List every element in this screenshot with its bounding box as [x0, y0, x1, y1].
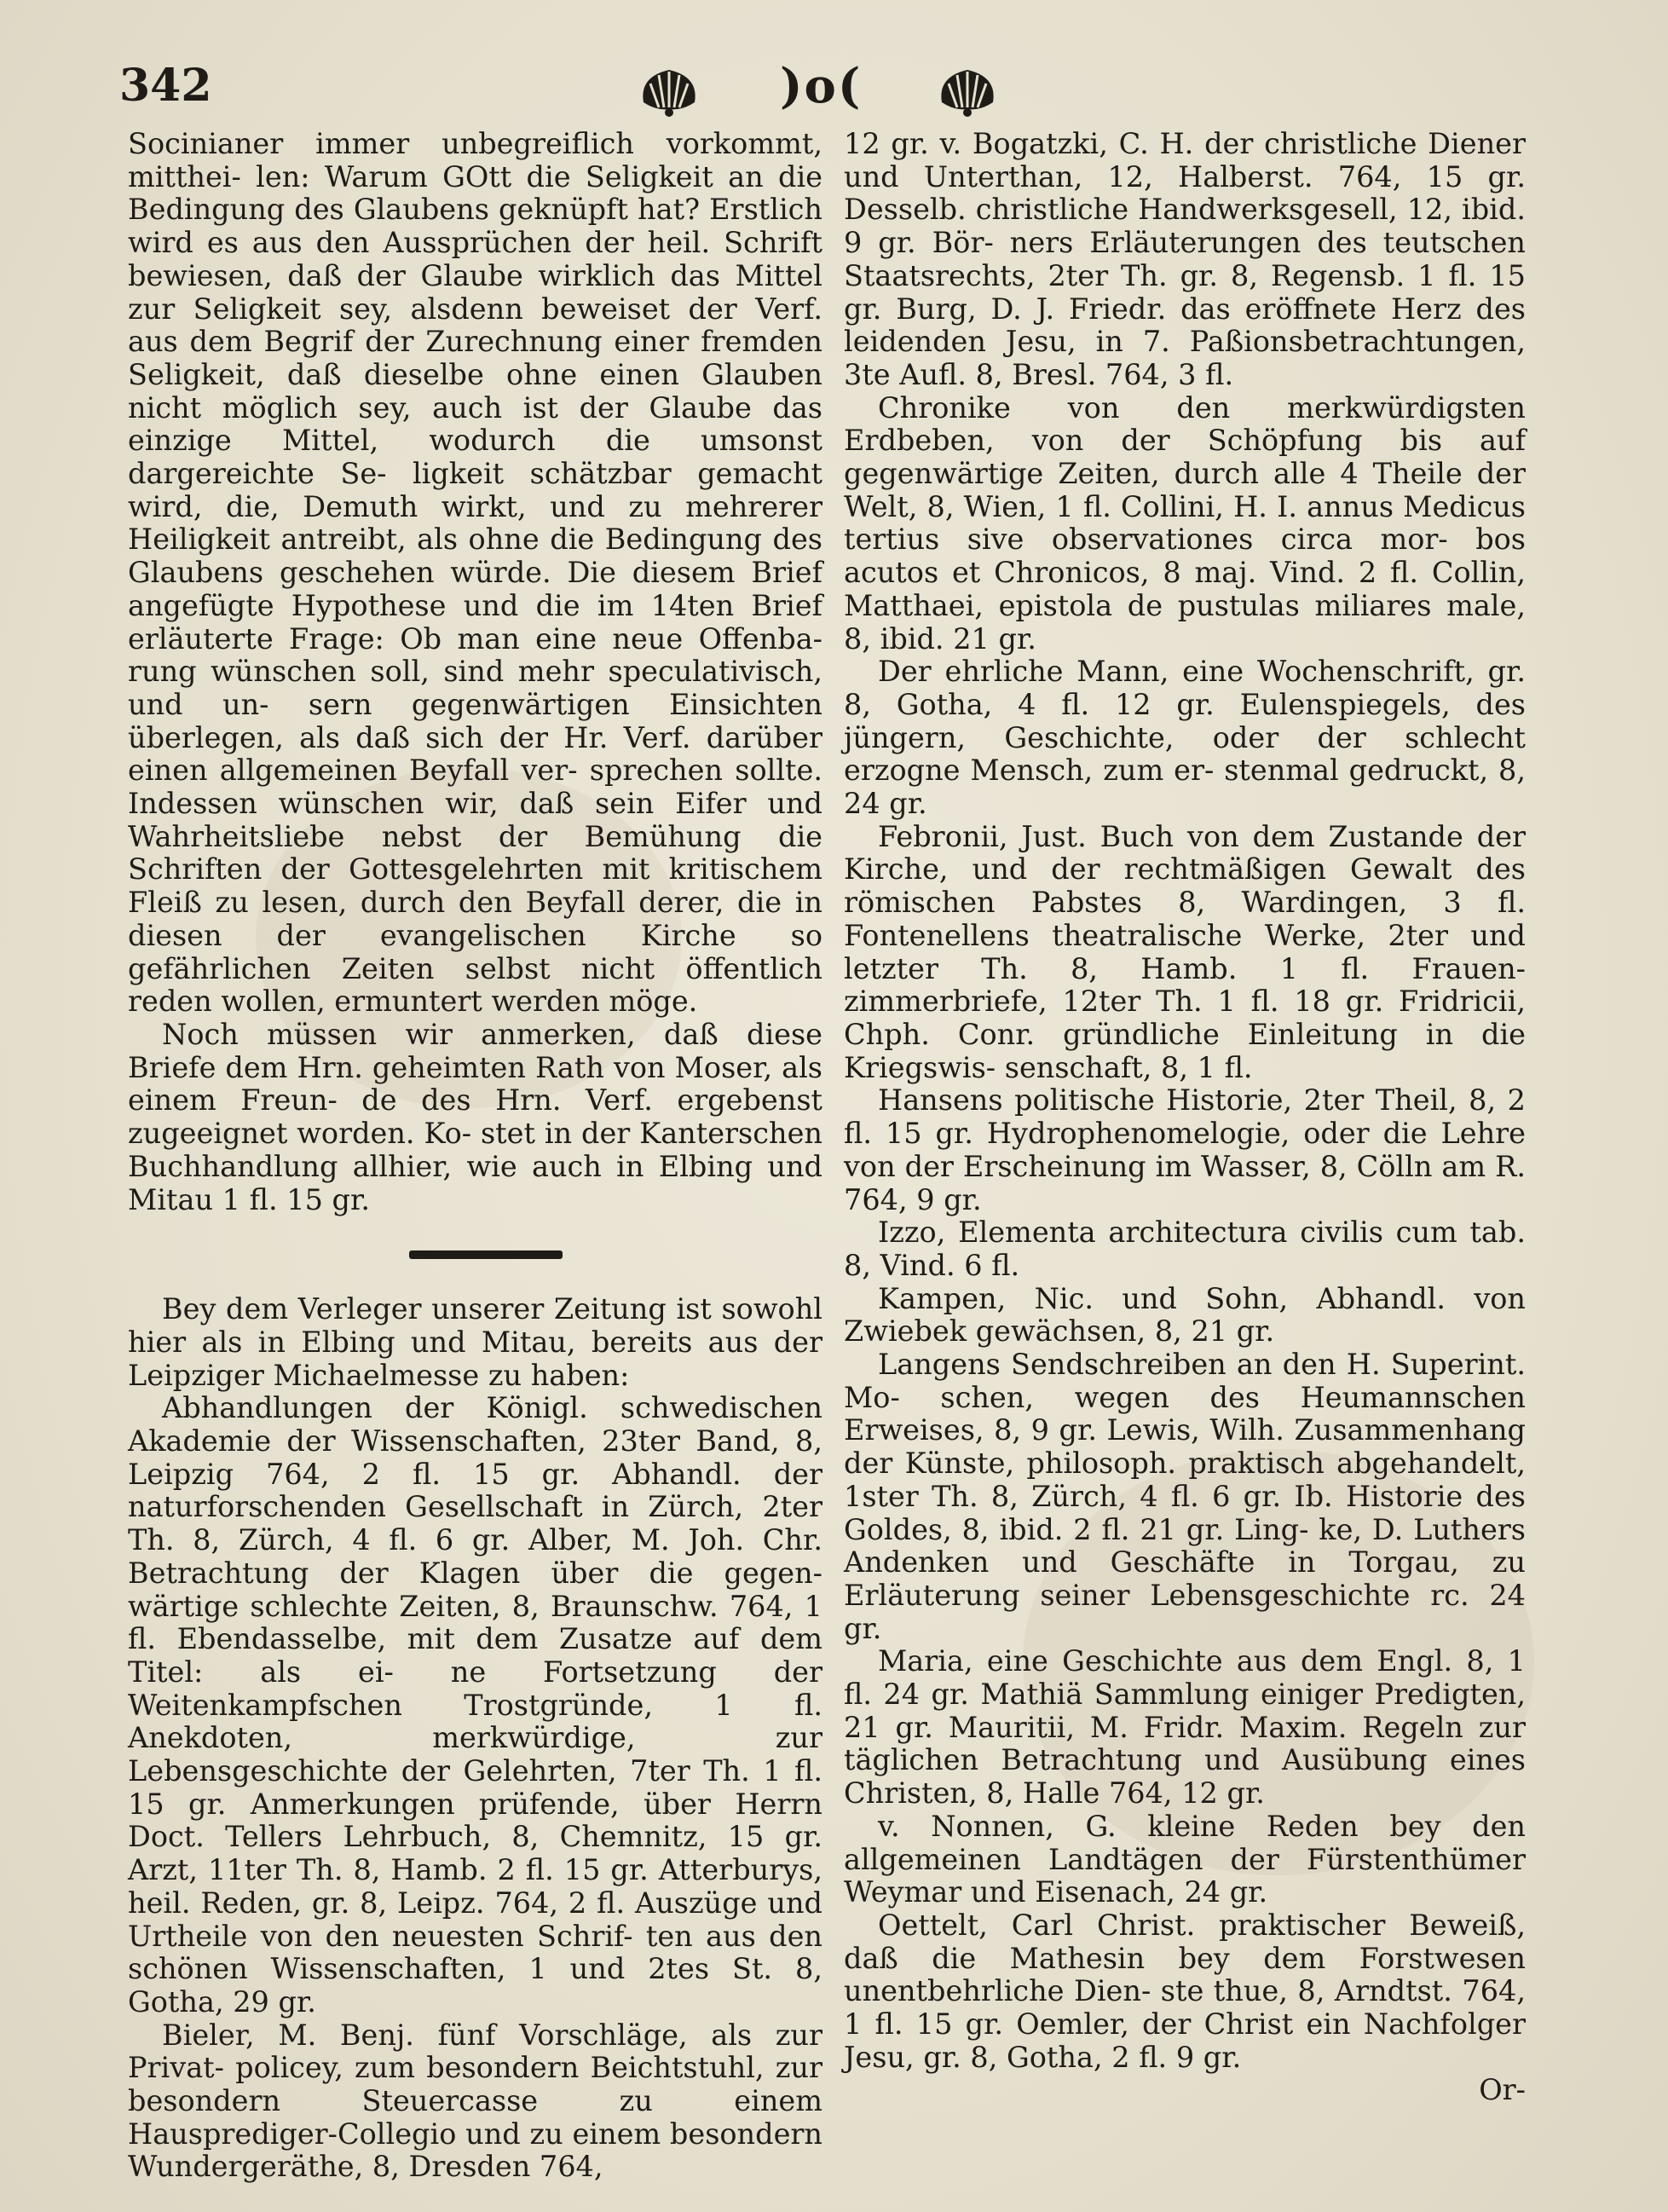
- right-column: [844, 128, 1526, 2136]
- section-divider: [409, 1250, 563, 1259]
- book-entry: Febronii, Just. Buch von dem Zustande der Kirche, und der rechtmäßigen Gewalt des römischen Pabstes 8, Wardingen, 3 fl. Fontenellens theatralische Werke, 2ter und letzter Th. 8, Hamb. 1 fl. Frauen- zimmerbriefe, 12ter Th. 1 fl. 18 gr. Fridricii, Chph. Conr. gründliche Einleitung in die Kriegswis- senschaft, 8, 1 fl.: [844, 819, 1526, 1084]
- book-entry: Chronike von den merkwürdigsten Erdbeben, von der Schöpfung bis auf gegenwärtige Zeiten, durch alle 4 Theile der Welt, 8, Wien, 1 fl. Collini, H. I. annus Medicus tertius sive observationes circa mor- bos acutos et Chronicos, 8 maj. Vind. 2 fl. Collin, Matthaei, epistola de pustulas miliares male, 8, ibid. 21 gr.: [844, 390, 1526, 656]
- book-entry: 12 gr. v. Bogatzki, C. H. der christliche Diener und Unterthan, 12, Halberst. 764, 15 gr. Desselb. christliche Handwerksgesell, 12, ibid. 9 gr. Bör- ners Erläuterungen des teutschen Staatsrechts, 2ter Th. gr. 8, Regensb. 1 fl. 15 gr. Burg, D. J. Friedr. das eröffnete Herz des leidenden Jesu, in 7. Paßionsbetrachtungen, 3te Aufl. 8, Bresl. 764, 3 fl.: [844, 127, 1526, 391]
- book-entry: Maria, eine Geschichte aus dem Engl. 8, 1 fl. 24 gr. Mathiä Sammlung einiger Predigten, 21 gr. Mauritii, M. Fridr. Maxim. Regeln zur täglichen Betrachtung und Ausübung eines Christen, 8, Halle 764, 12 gr.: [844, 1644, 1526, 1811]
- book-entry: Hansens politische Historie, 2ter Theil, 8, 2 fl. 15 gr. Hydrophenomelogie, oder die Lehre von der Erscheinung im Wasser, 8, Cölln am R. 764, 9 gr.: [844, 1083, 1526, 1216]
- publisher-notice: Bey dem Verleger unserer Zeitung ist sowohl hier als in Elbing und Mitau, bereits aus der Leipziger Michaelmesse zu haben:: [128, 1292, 822, 1392]
- book-entry: Abhandlungen der Königl. schwedischen Akademie der Wissenschaften, 23ter Band, 8, Leipzig 764, 2 fl. 15 gr. Abhandl. der naturforschenden Gesellschaft in Zürch, 2ter Th. 8, Zürch, 4 fl. 6 gr. Alber, M. Joh. Chr. Betrachtung der Klagen über die gegen- wärtige schlechte Zeiten, 8, Braunschw. 764, 1 fl. Ebendasselbe, mit dem Zusatze auf dem Titel: als ei- ne Fortsetzung der Weitenkampfschen Trostgründe, 1 fl. Anekdoten, merkwürdige, zur Lebensgeschichte der Gelehrten, 7ter Th. 1 fl. 15 gr. Anmerkungen prüfende, über Herrn Doct. Tellers Lehrbuch, 8, Chemnitz, 15 gr. Arzt, 11ter Th. 8, Hamb. 2 fl. 15 gr. Atterburys, heil. Reden, gr. 8, Leipz. 764, 2 fl. Auszüge und Urtheile von den neuesten Schrif- ten aus den schönen Wissenschaften, 1 und 2tes St. 8, Gotha, 29 gr.: [128, 1391, 822, 2019]
- book-entry: v. Nonnen, G. kleine Reden bey den allgemeinen Landtägen der Fürstenthümer Weymar und Eisenach, 24 gr.: [844, 1809, 1526, 1909]
- book-entry: Bieler, M. Benj. fünf Vorschläge, als zur Privat- policey, zum besondern Beichtstuhl, zur besondern Steuercasse zu einem Hausprediger-Collegio und zu einem besondern Wundergeräthe, 8, Dresden 764,: [128, 2018, 822, 2184]
- book-entry: Der ehrliche Mann, eine Wochenschrift, gr. 8, Gotha, 4 fl. 12 gr. Eulenspiegels, des jüngern, Geschichte, oder der schlecht erzogne Mensch, zum er- stenmal gedruckt, 8, 24 gr.: [844, 655, 1526, 821]
- catchword: Or-: [1479, 2073, 1526, 2107]
- page-number: 342: [119, 60, 212, 112]
- shell-ornament-icon: [933, 60, 1001, 119]
- book-entry: Izzo, Elementa architectura civilis cum tab. 8, Vind. 6 fl.: [844, 1216, 1526, 1282]
- review-paragraph: Socinianer immer unbegreiflich vorkommt, mitthei- len: Warum GOtt die Seligkeit an die Bedingung des Glaubens geknüpft hat? Erstlich wird es aus den Aussprüchen der heil. Schrift bewiesen, daß der Glaube wirklich das Mittel zur Seligkeit sey, alsdenn beweiset der Verf. aus dem Begrif der Zurechnung einer fremden Seligkeit, daß dieselbe ohne einen Glauben nicht möglich sey, auch ist der Glaube das einzige Mittel, wodurch die umsonst dargereichte Se- ligkeit schätzbar gemacht wird, die, Demuth wirkt, und zu mehrerer Heiligkeit antreibt, als ohne die Bedingung des Glaubens geschehen würde. Die diesem Brief angefügte Hypothese und die im 14ten Brief erläuterte Frage: Ob man eine neue Offenba- rung wünschen soll, sind mehr speculativisch, und un- sern gegenwärtigen Einsichten überlegen, als daß sich der Hr. Verf. darüber einen allgemeinen Beyfall ver- sprechen sollte. Indessen wünschen wir, daß sein Eifer und Wahrheitsliebe nebst der Bemühung die Schriften der Gottesgelehrten mit kritischem Fleiß zu lesen, durch den Beyfall derer, die in diesen der evangelischen Kirche so gefährlichen Zeiten selbst nicht öffentlich reden wollen, ermuntert werden möge.: [128, 127, 822, 1019]
- review-paragraph: Noch müssen wir anmerken, daß diese Briefe dem Hrn. geheimten Rath von Moser, als einem Freun- de des Hrn. Verf. ergebenst zugeeignet worden. Ko- stet in der Kanterschen Buchhandlung allhier, wie auch in Elbing und Mitau 1 fl. 15 gr.: [128, 1017, 822, 1216]
- book-entry: Kampen, Nic. und Sohn, Abhandl. von Zwiebek gewächsen, 8, 21 gr.: [844, 1281, 1526, 1349]
- book-entry: Oettelt, Carl Christ. praktischer Beweiß, daß die Mathesin bey dem Forstwesen unentbehrliche Dien- ste thue, 8, Arndtst. 764, 1 fl. 15 gr. Oemler, der Christ ein Nachfolger Jesu, gr. 8, Gotha, 2 fl. 9 gr.: [844, 1908, 1526, 2074]
- center-mark: )o(: [780, 58, 863, 114]
- book-entry: Langens Sendschreiben an den H. Superint. Mo- schen, wegen des Heumannschen Erweises, 8, 9 gr. Lewis, Wilh. Zusammenhang der Künste, philosoph. praktisch abgehandelt, 1ster Th. 8, Zürch, 4 fl. 6 gr. Ib. Historie des Goldes, 8, ibid. 2 fl. 21 gr. Ling- ke, D. Luthers Andenken und Geschäfte in Torgau, zu Erläuterung seiner Lebensgeschichte rc. 24 gr.: [844, 1348, 1526, 1645]
- shell-ornament-icon: [635, 60, 703, 119]
- left-column: [128, 128, 822, 2184]
